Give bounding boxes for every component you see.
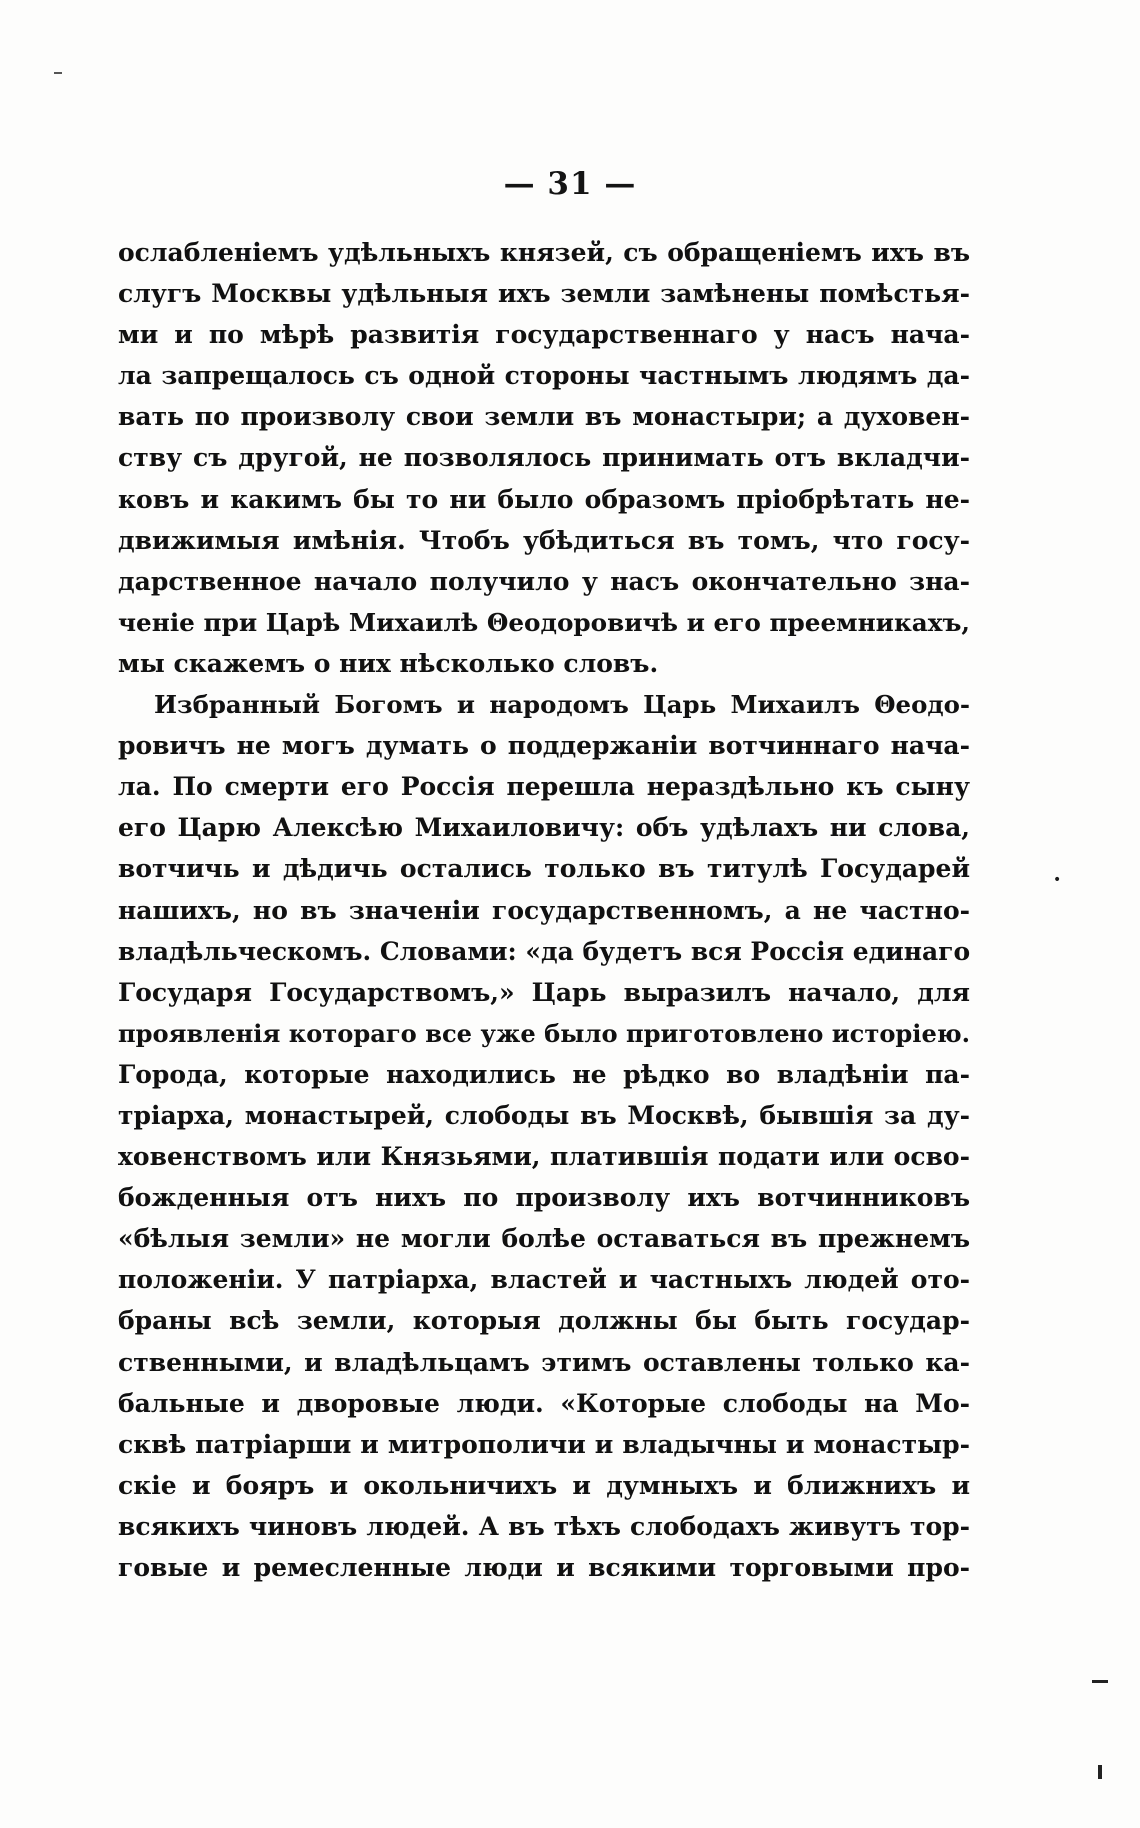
text-line: ла запрещалось съ одной стороны частнымъ людямъ да- <box>118 361 970 391</box>
text-line: владѣльческомъ. Словами: «да будетъ вся Россія единаго <box>118 936 971 966</box>
text-line: ла. По смерти его Россія перешла нераздѣльно къ сыну <box>118 772 970 802</box>
text-line: ству съ другой, не позволялось принимать отъ вкладчи- <box>118 443 970 473</box>
page-number: — 31 — <box>503 166 637 202</box>
text-line: ховенствомъ или Князьями, платившія подати или осво- <box>118 1142 970 1172</box>
text-line: положеніи. У патріарха, властей и частныхъ людей ото- <box>118 1265 970 1295</box>
text-line: божденныя отъ нихъ по произволу ихъ вотчинниковъ <box>118 1183 970 1213</box>
text-line: браны всѣ земли, которыя должны бы быть государ- <box>118 1306 970 1336</box>
text-line: ственными, и владѣльцамъ этимъ оставлены только ка- <box>118 1347 970 1377</box>
text-line: слугъ Москвы удѣльныя ихъ земли замѣнены помѣстья- <box>118 279 970 309</box>
text-line: дарственное начало получило у насъ окончательно зна- <box>118 566 970 596</box>
text-line: сквѣ патріарши и митрополичи и владычны и монастыр- <box>118 1429 970 1459</box>
text-line: Избранный Богомъ и народомъ Царь Михаилъ Θеодо- <box>154 690 970 720</box>
text-line: вотчичь и дѣдичь остались только въ титулѣ Государей <box>118 854 970 884</box>
text-line: мы скажемъ о них нѣсколько словъ. <box>118 648 659 678</box>
text-line: Государя Государствомъ,» Царь выразилъ начало, для <box>118 977 970 1007</box>
text-line: Города, которые находились не рѣдко во владѣніи па- <box>118 1059 970 1089</box>
body-text <box>118 232 970 1588</box>
text-line: вать по произволу свои земли въ монастыри; а духовен- <box>118 402 970 432</box>
scan-speck-dash <box>54 72 62 74</box>
text-line: ми и по мѣрѣ развитія государственнаго у насъ нача- <box>118 320 970 350</box>
text-line: проявленія котораго все уже было приготовлено исторіею. <box>118 1018 970 1048</box>
text-line: нашихъ, но въ значеніи государственномъ, а не частно- <box>118 895 970 925</box>
scan-speck-mark <box>1092 1680 1108 1683</box>
text-line: ровичъ не могъ думать о поддержаніи вотчиннаго нача- <box>118 731 970 761</box>
text-line: бальные и дворовые люди. «Которые слободы на Мо- <box>118 1388 970 1418</box>
paragraph-1 <box>118 232 970 684</box>
text-line: говые и ремесленные люди и всякими торговыми про- <box>118 1553 970 1582</box>
text-line: движимыя имѣнія. Чтобъ убѣдиться въ томъ, что госу- <box>118 525 970 555</box>
text-line: тріарха, монастырей, слободы въ Москвѣ, бывшія за ду- <box>118 1100 970 1130</box>
text-line: его Царю Алексѣю Михаиловичу: объ удѣлахъ ни слова, <box>118 813 970 843</box>
text-line: «бѣлыя земли» не могли болѣе оставаться въ прежнемъ <box>118 1224 970 1254</box>
text-line: ковъ и какимъ бы то ни было образомъ пріобрѣтать не- <box>118 484 970 514</box>
text-line: ченіе при Царѣ Михаилѣ Θеодоровичѣ и его преемникахъ, <box>118 607 970 637</box>
paragraph-2 <box>118 684 970 1588</box>
text-line: скіе и бояръ и окольничихъ и думныхъ и ближнихъ и <box>118 1470 970 1500</box>
scan-speck-dot: • <box>1053 872 1062 888</box>
scan-speck-mark <box>1098 1765 1102 1779</box>
text-line: ослабленіемъ удѣльныхъ князей, съ обращеніемъ ихъ въ <box>118 238 970 267</box>
text-line: всякихъ чиновъ людей. А въ тѣхъ слободахъ живутъ тор- <box>118 1511 970 1541</box>
